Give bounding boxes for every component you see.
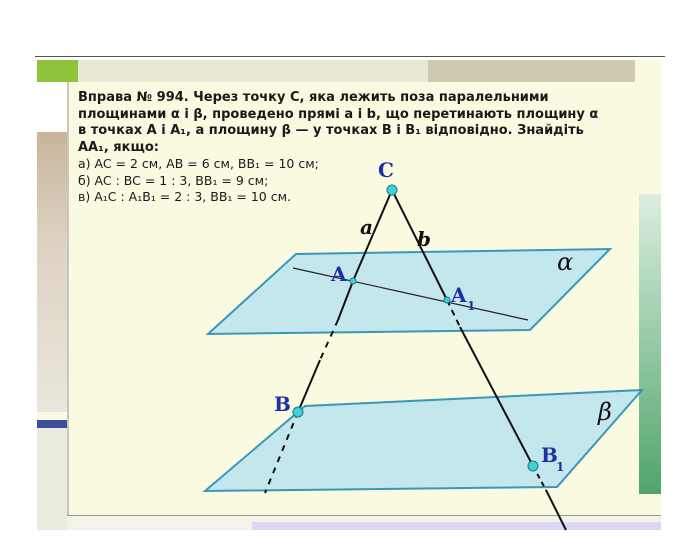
label-plane-beta: β [598,398,612,426]
label-a1-subscript: 1 [467,299,476,313]
label-a1: A [451,283,467,307]
plane-beta [205,390,642,491]
label-a: A [331,262,347,286]
line-b-lower [547,492,566,530]
label-line-b: b [417,227,431,251]
label-line-a: a [360,215,373,239]
condition-c: в) A₁C : A₁B₁ = 2 : 3, BB₁ = 10 см. [78,189,291,204]
point-b [293,407,303,417]
label-b1-subscript: 1 [556,460,565,474]
exercise-statement-line: площинами α і β, проведено прямі a і b, що перетинають площину α [78,106,599,122]
line-a-middle [298,360,320,412]
label-b: B [274,392,291,416]
label-plane-alpha: α [557,248,574,276]
condition-b: б) AC : BC = 1 : 3, BB₁ = 9 см; [78,172,269,188]
point-b1 [528,461,538,471]
condition-a: а) AC = 2 см, AB = 6 см, BB₁ = 10 см; [78,156,319,171]
plane-alpha [208,249,610,334]
point-a [350,278,356,284]
label-c: C [378,158,394,182]
exercise-statement-line: в точках A і A₁, а площину β — у точках B і B₁ відповідно. Знайдіть [78,123,584,138]
exercise-statement-line: AA₁, якщо: [78,139,159,155]
point-a1 [444,297,450,303]
label-b1: B [541,443,558,467]
point-c [387,185,397,195]
exercise-statement-line: Вправа № 994. Через точку C, яка лежить поза паралельними [78,90,549,105]
